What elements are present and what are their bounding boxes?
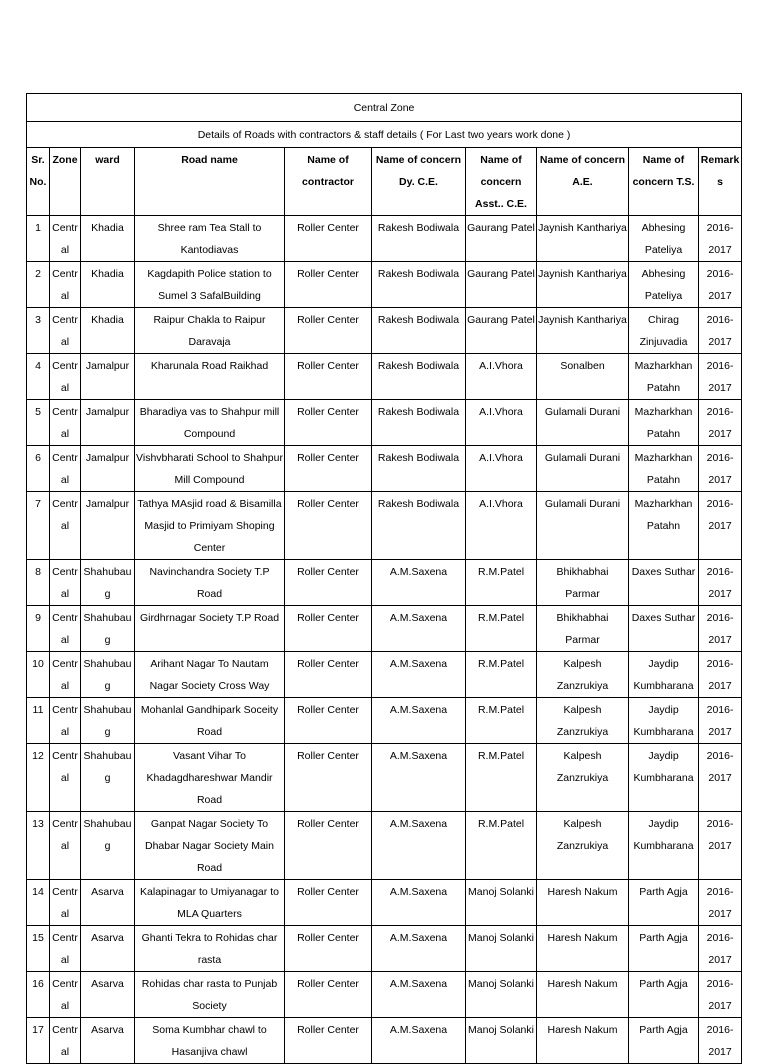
cell-remarks: 2016-2017 bbox=[699, 400, 742, 446]
cell-ts: Parth Agja bbox=[629, 972, 699, 1018]
cell-dy-ce: A.M.Saxena bbox=[372, 744, 466, 812]
cell-zone: Central bbox=[50, 972, 81, 1018]
cell-ae: Kalpesh Zanzrukiya bbox=[537, 744, 629, 812]
cell-ts: Abhesing Pateliya bbox=[629, 216, 699, 262]
cell-ae: Sonalben bbox=[537, 354, 629, 400]
table-row bbox=[27, 354, 742, 400]
cell-dy-ce: A.M.Saxena bbox=[372, 812, 466, 880]
cell-contractor: Roller Center bbox=[285, 926, 372, 972]
table-row bbox=[27, 492, 742, 560]
cell-contractor: Roller Center bbox=[285, 492, 372, 560]
cell-dy-ce: A.M.Saxena bbox=[372, 880, 466, 926]
cell-zone: Central bbox=[50, 446, 81, 492]
cell-ward: Jamalpur bbox=[81, 354, 135, 400]
cell-contractor: Roller Center bbox=[285, 446, 372, 492]
cell-asst-ce: R.M.Patel bbox=[466, 606, 537, 652]
cell-ae: Kalpesh Zanzrukiya bbox=[537, 698, 629, 744]
cell-ae: Bhikhabhai Parmar bbox=[537, 606, 629, 652]
cell-road-name: Raipur Chakla to Raipur Daravaja bbox=[135, 308, 285, 354]
table-subtitle: Details of Roads with contractors & staff details ( For Last two years work done ) bbox=[27, 122, 742, 148]
table-row bbox=[27, 400, 742, 446]
cell-contractor: Roller Center bbox=[285, 400, 372, 446]
cell-sr-no: 7 bbox=[27, 492, 50, 560]
cell-sr-no: 5 bbox=[27, 400, 50, 446]
header-ts: Name of concern T.S. bbox=[629, 148, 699, 216]
header-contractor: Name of contractor bbox=[285, 148, 372, 216]
cell-road-name: Girdhrnagar Society T.P Road bbox=[135, 606, 285, 652]
header-remarks: Remarks bbox=[699, 148, 742, 216]
cell-contractor: Roller Center bbox=[285, 698, 372, 744]
cell-ward: Jamalpur bbox=[81, 446, 135, 492]
table-row bbox=[27, 880, 742, 926]
cell-dy-ce: A.M.Saxena bbox=[372, 698, 466, 744]
cell-asst-ce: A.I.Vhora bbox=[466, 446, 537, 492]
roads-table bbox=[26, 93, 742, 1064]
cell-road-name: Rohidas char rasta to Punjab Society bbox=[135, 972, 285, 1018]
cell-remarks: 2016-2017 bbox=[699, 560, 742, 606]
cell-remarks: 2016-2017 bbox=[699, 354, 742, 400]
cell-ae: Haresh Nakum bbox=[537, 1018, 629, 1064]
table-row bbox=[27, 698, 742, 744]
cell-contractor: Roller Center bbox=[285, 606, 372, 652]
cell-contractor: Roller Center bbox=[285, 308, 372, 354]
cell-ward: Jamalpur bbox=[81, 400, 135, 446]
cell-contractor: Roller Center bbox=[285, 262, 372, 308]
cell-road-name: Kharunala Road Raikhad bbox=[135, 354, 285, 400]
cell-road-name: Navinchandra Society T.P Road bbox=[135, 560, 285, 606]
cell-road-name: Shree ram Tea Stall to Kantodiavas bbox=[135, 216, 285, 262]
cell-ts: Parth Agja bbox=[629, 926, 699, 972]
cell-zone: Central bbox=[50, 400, 81, 446]
cell-zone: Central bbox=[50, 216, 81, 262]
cell-ward: Shahubaug bbox=[81, 698, 135, 744]
cell-ward: Khadia bbox=[81, 308, 135, 354]
cell-dy-ce: Rakesh Bodiwala bbox=[372, 354, 466, 400]
cell-road-name: Vishvbharati School to Shahpur Mill Compound bbox=[135, 446, 285, 492]
cell-remarks: 2016-2017 bbox=[699, 926, 742, 972]
cell-ts: Jaydip Kumbharana bbox=[629, 812, 699, 880]
cell-asst-ce: R.M.Patel bbox=[466, 560, 537, 606]
table-row bbox=[27, 652, 742, 698]
cell-ward: Khadia bbox=[81, 262, 135, 308]
cell-zone: Central bbox=[50, 744, 81, 812]
cell-asst-ce: R.M.Patel bbox=[466, 812, 537, 880]
cell-remarks: 2016-2017 bbox=[699, 308, 742, 354]
cell-ward: Asarva bbox=[81, 926, 135, 972]
cell-contractor: Roller Center bbox=[285, 216, 372, 262]
cell-zone: Central bbox=[50, 262, 81, 308]
cell-zone: Central bbox=[50, 812, 81, 880]
cell-ward: Asarva bbox=[81, 880, 135, 926]
header-dy-ce: Name of concern Dy. C.E. bbox=[372, 148, 466, 216]
cell-road-name: Arihant Nagar To Nautam Nagar Society Cross Way bbox=[135, 652, 285, 698]
cell-sr-no: 13 bbox=[27, 812, 50, 880]
cell-ts: Parth Agja bbox=[629, 1018, 699, 1064]
cell-ts: Chirag Zinjuvadia bbox=[629, 308, 699, 354]
cell-sr-no: 10 bbox=[27, 652, 50, 698]
cell-asst-ce: Manoj Solanki bbox=[466, 972, 537, 1018]
cell-contractor: Roller Center bbox=[285, 354, 372, 400]
cell-zone: Central bbox=[50, 308, 81, 354]
cell-remarks: 2016-2017 bbox=[699, 812, 742, 880]
cell-asst-ce: Gaurang Patel bbox=[466, 216, 537, 262]
header-row bbox=[27, 148, 742, 216]
cell-ward: Shahubaug bbox=[81, 560, 135, 606]
table-row bbox=[27, 216, 742, 262]
cell-sr-no: 11 bbox=[27, 698, 50, 744]
cell-contractor: Roller Center bbox=[285, 1018, 372, 1064]
cell-ts: Parth Agja bbox=[629, 880, 699, 926]
cell-dy-ce: A.M.Saxena bbox=[372, 652, 466, 698]
cell-contractor: Roller Center bbox=[285, 744, 372, 812]
cell-asst-ce: A.I.Vhora bbox=[466, 354, 537, 400]
cell-sr-no: 2 bbox=[27, 262, 50, 308]
cell-contractor: Roller Center bbox=[285, 972, 372, 1018]
cell-asst-ce: Manoj Solanki bbox=[466, 880, 537, 926]
cell-ae: Jaynish Kanthariya bbox=[537, 262, 629, 308]
cell-ts: Jaydip Kumbharana bbox=[629, 652, 699, 698]
cell-remarks: 2016-2017 bbox=[699, 744, 742, 812]
cell-ward: Jamalpur bbox=[81, 492, 135, 560]
table-title: Central Zone bbox=[27, 94, 742, 122]
cell-ae: Kalpesh Zanzrukiya bbox=[537, 812, 629, 880]
cell-zone: Central bbox=[50, 698, 81, 744]
cell-sr-no: 3 bbox=[27, 308, 50, 354]
cell-ae: Gulamali Durani bbox=[537, 400, 629, 446]
table-row bbox=[27, 744, 742, 812]
cell-road-name: Kagdapith Police station to Sumel 3 SafalBuilding bbox=[135, 262, 285, 308]
cell-sr-no: 6 bbox=[27, 446, 50, 492]
cell-road-name: Vasant Vihar To Khadagdhareshwar Mandir Road bbox=[135, 744, 285, 812]
cell-sr-no: 8 bbox=[27, 560, 50, 606]
cell-ts: Mazharkhan Patahn bbox=[629, 492, 699, 560]
cell-sr-no: 9 bbox=[27, 606, 50, 652]
cell-zone: Central bbox=[50, 926, 81, 972]
cell-sr-no: 12 bbox=[27, 744, 50, 812]
table-row bbox=[27, 262, 742, 308]
cell-dy-ce: Rakesh Bodiwala bbox=[372, 492, 466, 560]
cell-contractor: Roller Center bbox=[285, 880, 372, 926]
header-asst-ce: Name of concern Asst.. C.E. bbox=[466, 148, 537, 216]
cell-ae: Kalpesh Zanzrukiya bbox=[537, 652, 629, 698]
cell-road-name: Mohanlal Gandhipark Soceity Road bbox=[135, 698, 285, 744]
cell-ae: Bhikhabhai Parmar bbox=[537, 560, 629, 606]
table-row bbox=[27, 812, 742, 880]
cell-ward: Khadia bbox=[81, 216, 135, 262]
cell-ward: Shahubaug bbox=[81, 744, 135, 812]
cell-contractor: Roller Center bbox=[285, 812, 372, 880]
cell-contractor: Roller Center bbox=[285, 560, 372, 606]
cell-ae: Haresh Nakum bbox=[537, 972, 629, 1018]
table-row bbox=[27, 446, 742, 492]
cell-dy-ce: Rakesh Bodiwala bbox=[372, 446, 466, 492]
cell-sr-no: 1 bbox=[27, 216, 50, 262]
cell-ts: Jaydip Kumbharana bbox=[629, 744, 699, 812]
cell-remarks: 2016-2017 bbox=[699, 492, 742, 560]
cell-dy-ce: A.M.Saxena bbox=[372, 606, 466, 652]
cell-asst-ce: A.I.Vhora bbox=[466, 400, 537, 446]
cell-remarks: 2016-2017 bbox=[699, 652, 742, 698]
cell-asst-ce: R.M.Patel bbox=[466, 698, 537, 744]
cell-ward: Asarva bbox=[81, 1018, 135, 1064]
cell-ts: Jaydip Kumbharana bbox=[629, 698, 699, 744]
cell-ts: Daxes Suthar bbox=[629, 560, 699, 606]
cell-dy-ce: A.M.Saxena bbox=[372, 926, 466, 972]
cell-zone: Central bbox=[50, 492, 81, 560]
cell-ts: Abhesing Pateliya bbox=[629, 262, 699, 308]
header-sr-no: Sr. No. bbox=[27, 148, 50, 216]
cell-remarks: 2016-2017 bbox=[699, 446, 742, 492]
cell-remarks: 2016-2017 bbox=[699, 972, 742, 1018]
cell-ts: Mazharkhan Patahn bbox=[629, 354, 699, 400]
header-ae: Name of concern A.E. bbox=[537, 148, 629, 216]
header-zone: Zone bbox=[50, 148, 81, 216]
header-road-name: Road name bbox=[135, 148, 285, 216]
cell-asst-ce: R.M.Patel bbox=[466, 744, 537, 812]
cell-remarks: 2016-2017 bbox=[699, 698, 742, 744]
cell-remarks: 2016-2017 bbox=[699, 216, 742, 262]
cell-dy-ce: Rakesh Bodiwala bbox=[372, 308, 466, 354]
cell-zone: Central bbox=[50, 354, 81, 400]
cell-sr-no: 15 bbox=[27, 926, 50, 972]
cell-sr-no: 14 bbox=[27, 880, 50, 926]
cell-road-name: Ghanti Tekra to Rohidas char rasta bbox=[135, 926, 285, 972]
cell-remarks: 2016-2017 bbox=[699, 606, 742, 652]
cell-road-name: Ganpat Nagar Society To Dhabar Nagar Society Main Road bbox=[135, 812, 285, 880]
cell-asst-ce: Manoj Solanki bbox=[466, 926, 537, 972]
cell-remarks: 2016-2017 bbox=[699, 880, 742, 926]
cell-ae: Gulamali Durani bbox=[537, 446, 629, 492]
table-row bbox=[27, 560, 742, 606]
cell-zone: Central bbox=[50, 606, 81, 652]
cell-dy-ce: Rakesh Bodiwala bbox=[372, 216, 466, 262]
cell-zone: Central bbox=[50, 1018, 81, 1064]
cell-ae: Haresh Nakum bbox=[537, 880, 629, 926]
table-row bbox=[27, 308, 742, 354]
cell-asst-ce: Gaurang Patel bbox=[466, 262, 537, 308]
cell-ts: Mazharkhan Patahn bbox=[629, 400, 699, 446]
cell-remarks: 2016-2017 bbox=[699, 1018, 742, 1064]
table-row bbox=[27, 1018, 742, 1064]
cell-dy-ce: Rakesh Bodiwala bbox=[372, 262, 466, 308]
cell-ae: Gulamali Durani bbox=[537, 492, 629, 560]
cell-sr-no: 17 bbox=[27, 1018, 50, 1064]
cell-dy-ce: A.M.Saxena bbox=[372, 1018, 466, 1064]
cell-ae: Haresh Nakum bbox=[537, 926, 629, 972]
cell-zone: Central bbox=[50, 652, 81, 698]
header-ward: ward bbox=[81, 148, 135, 216]
table-row bbox=[27, 926, 742, 972]
cell-ward: Shahubaug bbox=[81, 812, 135, 880]
cell-remarks: 2016-2017 bbox=[699, 262, 742, 308]
cell-road-name: Bharadiya vas to Shahpur mill Compound bbox=[135, 400, 285, 446]
cell-zone: Central bbox=[50, 560, 81, 606]
cell-ts: Daxes Suthar bbox=[629, 606, 699, 652]
cell-ward: Asarva bbox=[81, 972, 135, 1018]
cell-sr-no: 4 bbox=[27, 354, 50, 400]
table-row bbox=[27, 606, 742, 652]
cell-asst-ce: Manoj Solanki bbox=[466, 1018, 537, 1064]
cell-ae: Jaynish Kanthariya bbox=[537, 308, 629, 354]
cell-ae: Jaynish Kanthariya bbox=[537, 216, 629, 262]
cell-road-name: Soma Kumbhar chawl to Hasanjiva chawl bbox=[135, 1018, 285, 1064]
cell-sr-no: 16 bbox=[27, 972, 50, 1018]
cell-contractor: Roller Center bbox=[285, 652, 372, 698]
cell-asst-ce: Gaurang Patel bbox=[466, 308, 537, 354]
cell-road-name: Kalapinagar to Umiyanagar to MLA Quarters bbox=[135, 880, 285, 926]
cell-ward: Shahubaug bbox=[81, 606, 135, 652]
cell-dy-ce: A.M.Saxena bbox=[372, 560, 466, 606]
cell-zone: Central bbox=[50, 880, 81, 926]
cell-asst-ce: R.M.Patel bbox=[466, 652, 537, 698]
cell-dy-ce: Rakesh Bodiwala bbox=[372, 400, 466, 446]
cell-road-name: Tathya MAsjid road & Bisamilla Masjid to Primiyam Shoping Center bbox=[135, 492, 285, 560]
cell-ward: Shahubaug bbox=[81, 652, 135, 698]
cell-asst-ce: A.I.Vhora bbox=[466, 492, 537, 560]
cell-ts: Mazharkhan Patahn bbox=[629, 446, 699, 492]
cell-dy-ce: A.M.Saxena bbox=[372, 972, 466, 1018]
table-row bbox=[27, 972, 742, 1018]
